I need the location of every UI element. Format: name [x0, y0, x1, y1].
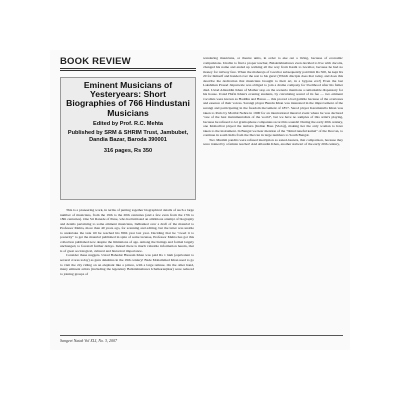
paragraph: Two Muslim pandits were refused inscription as sanad-bearers, that comparison, because they were trained by a female teacher! And Allaudin Khan, another stalwart of the early 20th century,: [203, 137, 343, 147]
paragraph: This is a pioneering work, in terms of putting together biographical details of such a large number of musicians, from the 19th to the 20th centuries (and a few even from the 17th to 18th centuries). One Sri Ranade of Pune, who had initiated an ambitious attempt of biography and details pertaining to some eminent musicians, Indhankal over a draft of the material to Professor Mehta, more than 40 years ago, for scanning and editing, but the latter was unable to undertake the task till he reached his 80th year last year. Deciding that he "owed it to posterity" to get the material published in spite of some lacunae, Professor Mehta has got this collection published now despite the limitations of age. Among the listings and formal largely unchanged, to forestall further delays. Indeed there is much valuable information herein, that is of great sociological, cultural and historical importance.: [60, 208, 194, 253]
right-column: [203, 56, 343, 330]
book-editor: Edited by Prof. R.C. Mehta: [93, 120, 163, 127]
document-page: [50, 50, 350, 350]
book-price: 316 pages, Rs 350: [103, 147, 153, 154]
paragraph: wandering musicians, or theatre units, in order to eke out a living, because of economic compulsions. Unable to find a proper teacher, Balakrishnabuwa even decided to live with dacoits, changed his name and ended up walking all the way from Kashi to Gwalior, because he had no money for railway fare. When the maharaja of Gwalior subsequently paid him Rs 500, he kept Rs 20 for himself and handed over the rest to his guru! (Which disciple does that today, and does this describe the dedication that musicians brought to their art, in a bygone era?) Even the last Lakshman Prasad Jaipurwale was obliged to join a drama company for livelihood after his father died. Ustad Allauddin Khan of Maihar stop on the scenario mentions a remarkable dispensary for his house. Ustad Hafiz Khan's evening students, by calculating sound of its fee — two eminent vocalists were known as Haddhu and Hassu — this proved a bad gamble because of the overtones and essence of their voices. Sarangi player Bundu Khan was interested in the improvement of the sarangi and participating in the freedom movement of 1857. Sarod player Karamatulla Khan was taken to Paris by Motilal Nehru in 1900 for an international musical event where he was declared "one of the best instrumentalists of the world", but we have no samples of this artist's playing, because he refused to let gramophone companies record his sounds! During the early 20th century, one Kishoribai played the tanbura (Indian Bass (Viola)), making her the only woman to have taken to the instrument. In Bengal we hear mention of the "bhind tuneful kamal" of the Deccan, to continue in south India from the Deccan in large numbers to South Bengal.: [203, 56, 343, 138]
book-title: Eminent Musicians of Yesteryears: Short Biographies of 766 Hindustani Musicians: [66, 80, 190, 118]
heading-rule: [60, 68, 196, 69]
section-heading: BOOK REVIEW: [60, 56, 131, 67]
heading-rule: [60, 70, 196, 71]
left-column: [60, 208, 194, 330]
page-footer: Sangeet Natak Vol XLI, No. 3, 2007: [60, 335, 343, 343]
paragraph: Consider these nuggets. Ustad Bahadur Hussain Khan was paid Rs 1 lakh (equivalent to several crores today) as guru dakshina in the 19th century! Bade Mohammad Khan used to go to visit the city riding on an elephant like a prince, with a large retinue. On the other hand, many eminent artists (including the legendary Balkrishnabuwa Ichalkaranjikar) were reduced to joining groups of: [60, 253, 194, 276]
book-info-box: [60, 77, 196, 200]
book-publisher: Published by SRM & SHRIM Trust, Jambubet, Dandia Bazar, Baroda 390001: [67, 130, 189, 143]
